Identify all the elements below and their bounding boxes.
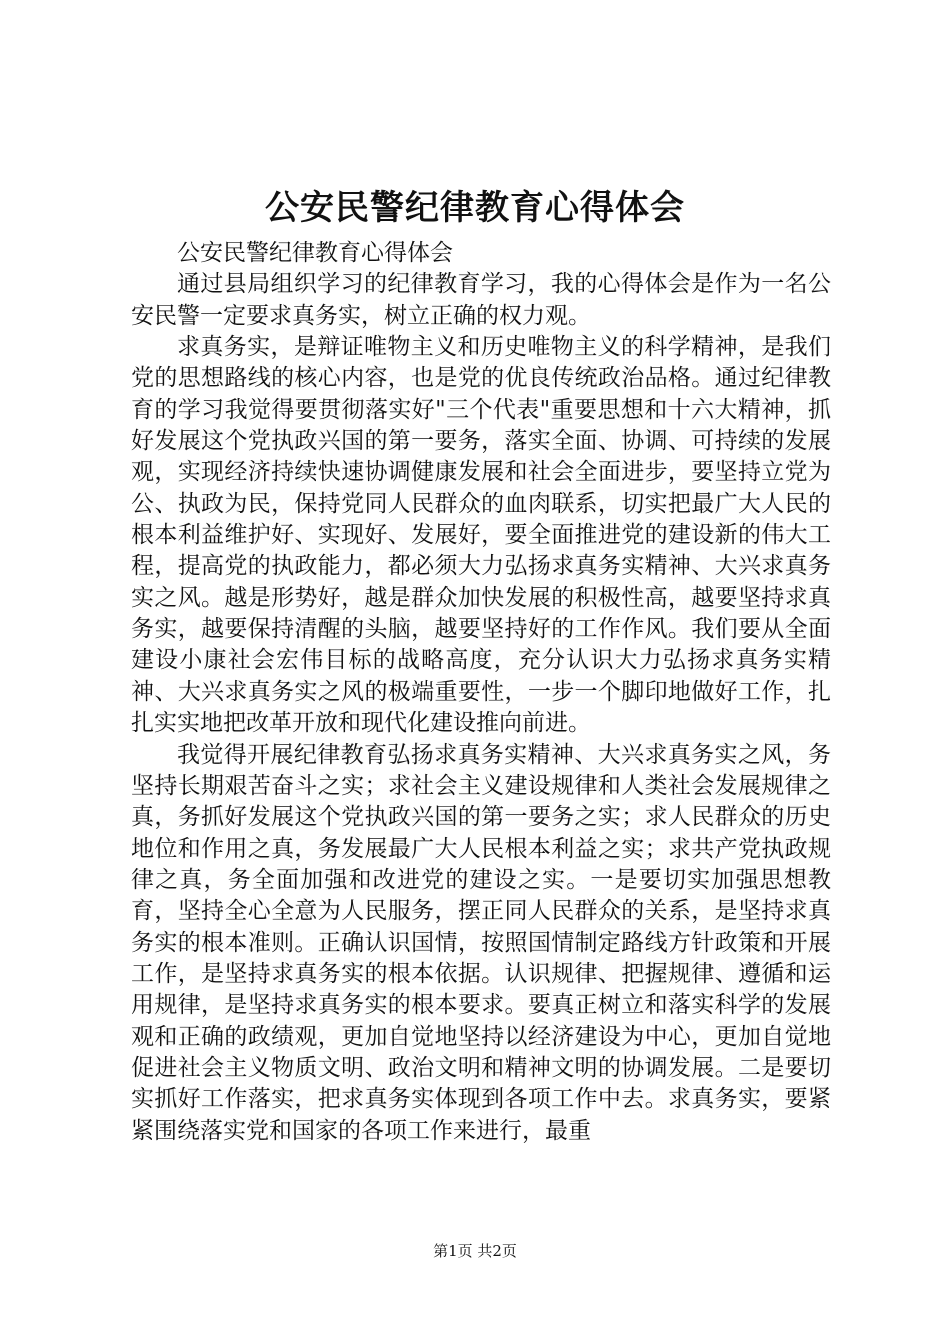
body-paragraph: 我觉得开展纪律教育弘扬求真务实精神、大兴求真务实之风，务坚持长期艰苦奋斗之实；求社会主义建设规律和人类社会发展规律之真，务抓好发展这个党执政兴国的第一要务之实；求人民群众的历史地位和作用之真，务发展最广大人民根本利益之实；求共产党执政规律之真，务全面加强和改进党的建设之实。一是要切实加强思想教育，坚持全心全意为人民服务，摆正同人民群众的关系，是坚持求真务实的根本准则。正确认识国情，按照国情制定路线方针政策和开展工作，是坚持求真务实的根本依据。认识规律、把握规律、遵循和运用规律，是坚持求真务实的根本要求。要真正树立和落实科学的发展观和正确的政绩观，更加自觉地坚持以经济建设为中心，更加自觉地促进社会主义物质文明、政治文明和精神文明的协调发展。二是要切实抓好工作落实，把求真务实体现到各项工作中去。求真务实，要紧紧围绕落实党和国家的各项工作来进行，最重 <box>131 741 831 1144</box>
document-body <box>131 238 831 1147</box>
body-paragraph: 公安民警纪律教育心得体会 <box>177 240 453 266</box>
document-title: 公安民警纪律教育心得体会 <box>265 188 685 228</box>
page-number-footer: 第1页 共2页 <box>433 1242 517 1260</box>
body-paragraph: 通过县局组织学习的纪律教育学习，我的心得体会是作为一名公安民警一定要求真务实，树立正确的权力观。 <box>131 271 831 329</box>
body-paragraph: 求真务实，是辩证唯物主义和历史唯物主义的科学精神，是我们党的思想路线的核心内容，也是党的优良传统政治品格。通过纪律教育的学习我觉得要贯彻落实好"三个代表"重要思想和十六大精神，抓好发展这个党执政兴国的第一要务，落实全面、协调、可持续的发展观，实现经济持续快速协调健康发展和社会全面进步，要坚持立党为公、执政为民，保持党同人民群众的血肉联系，切实把最广大人民的根本利益维护好、实现好、发展好，要全面推进党的建设新的伟大工程，提高党的执政能力，都必须大力弘扬求真务实精神、大兴求真务实之风。越是形势好，越是群众加快发展的积极性高，越要坚持求真务实，越要保持清醒的头脑，越要坚持好的工作作风。我们要从全面建设小康社会宏伟目标的战略高度，充分认识大力弘扬求真务实精神、大兴求真务实之风的极端重要性，一步一个脚印地做好工作，扎扎实实地把改革开放和现代化建设推向前进。 <box>131 334 831 737</box>
